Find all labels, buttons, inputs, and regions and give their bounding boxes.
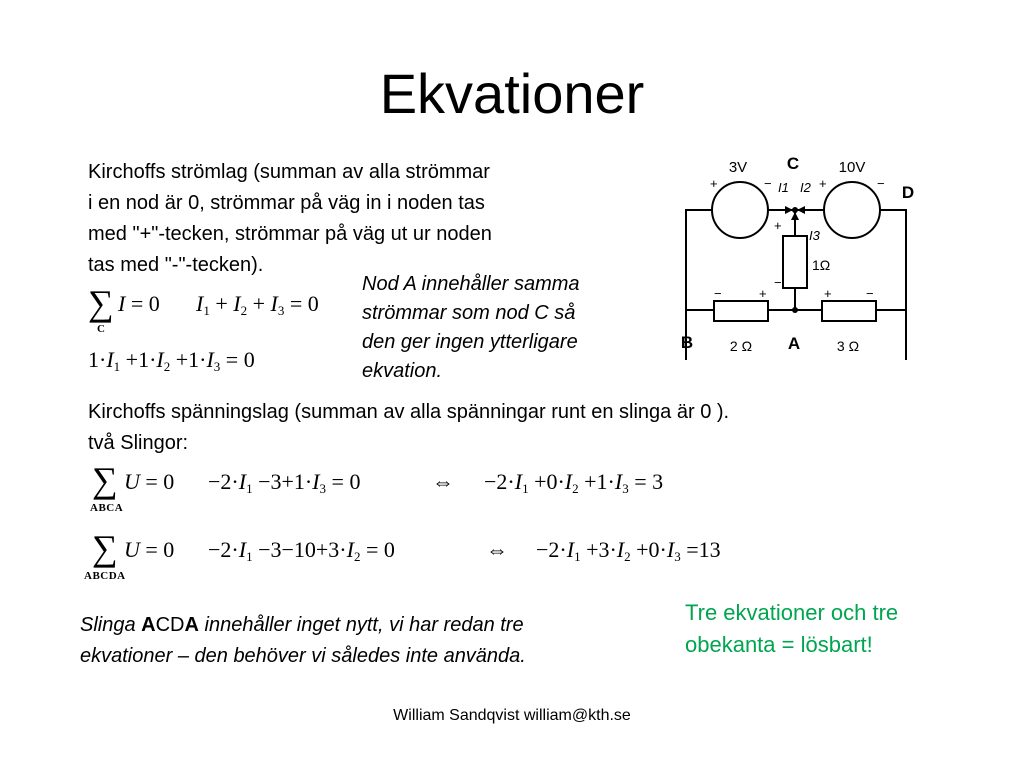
resistor-3ohm: [822, 301, 876, 321]
label-node-b: B: [680, 333, 694, 352]
source-3v-icon: [712, 182, 768, 238]
label-i2: I2: [800, 180, 811, 195]
kcl-eq-coefficients: $1\cdot I_1 +1\cdot I_2 +1\cdot I_3 = 0$: [88, 347, 255, 374]
node-note-line-3: den ger ingen ytterligare: [362, 331, 578, 353]
polarity-minus-10v: −: [877, 176, 885, 191]
node-a-note: [362, 270, 580, 386]
label-1ohm: 1Ω: [812, 257, 831, 273]
label-node-c: C: [786, 154, 800, 173]
arrow-i1-icon: [785, 206, 793, 214]
label-i1: I1: [778, 180, 789, 195]
resistor-1ohm: [783, 236, 807, 288]
acda-note: [80, 610, 526, 672]
kcl-line-2: i en nod är 0, strömmar på väg in i noden tas: [88, 192, 485, 214]
polarity-plus-10v: +: [819, 176, 827, 191]
loop2-equiv: ⇔: [486, 537, 508, 562]
conclusion-line-1: Tre ekvationer och tre: [685, 600, 899, 625]
label-node-a: A: [787, 334, 801, 353]
node-note-line-1: Nod A innehåller samma: [362, 273, 580, 295]
acda-note-line-2: ekvationer – den behöver vi således inte använda.: [80, 645, 526, 667]
kcl-paragraph: [88, 157, 492, 281]
polarity-plus-3v: +: [710, 176, 718, 191]
polarity-minus-3v: −: [764, 176, 772, 191]
polarity-plus-2ohm: +: [759, 286, 767, 301]
loop2-equation: [84, 528, 828, 586]
kvl-line-2: två Slingor:: [88, 432, 189, 454]
label-i3: I3: [809, 228, 820, 243]
loop1-sum: U = 0: [124, 469, 175, 494]
loop2-sum: U = 0: [124, 537, 175, 562]
source-10v-icon: [824, 182, 880, 238]
conclusion-line-2: obekanta = lösbart!: [685, 632, 873, 657]
kvl-paragraph: [88, 397, 729, 459]
kvl-line-1: Kirchoffs spänningslag (summan av alla spänningar runt en slinga är 0 ).: [88, 401, 730, 423]
sigma-symbol: ∑: [88, 283, 114, 323]
footer: William Sandqvist william@kth.se: [393, 707, 631, 724]
kcl-eq-currents: $I_1 + I_2 + I_3 = 0$: [196, 291, 319, 318]
polarity-plus-1ohm: +: [774, 218, 782, 233]
label-node-d: D: [901, 183, 915, 202]
resistor-2ohm: [714, 301, 768, 321]
conclusion: [685, 597, 898, 661]
kcl-eq-sum: I = 0: [118, 291, 160, 316]
label-10v: 10V: [838, 159, 866, 176]
label-2ohm: 2 Ω: [729, 338, 753, 354]
node-a-dot: [792, 307, 798, 313]
loop1-equation: [88, 462, 788, 518]
node-note-line-2: strömmar som nod C så: [362, 302, 576, 324]
arrow-i3-icon: [791, 212, 799, 220]
circuit-diagram: [676, 150, 926, 365]
kcl-line-1: Kirchoffs strömlag (summan av alla strömmar: [88, 161, 490, 183]
kcl-sum-equation: [88, 285, 358, 335]
sigma-symbol: ∑: [92, 460, 118, 500]
loop2-result: $-2\cdot I_1 +3\cdot I_2 +0\cdot I_3 =13$: [536, 537, 721, 564]
loop1-eq: $-2\cdot I_1 -3+1\cdot I_3 = 0$: [208, 469, 361, 496]
loop1-subscript: ABCA: [90, 502, 124, 514]
polarity-plus-3ohm: +: [824, 286, 832, 301]
loop2-eq: $-2\cdot I_1 -3-10+3\cdot I_2 = 0$: [208, 537, 395, 564]
node-note-line-4: ekvation.: [362, 360, 443, 382]
label-3v: 3V: [728, 159, 748, 176]
arrow-i2-icon: [797, 206, 805, 214]
loop1-equiv: ⇔: [432, 469, 454, 494]
label-3ohm: 3 Ω: [836, 338, 860, 354]
sigma-subscript: C: [97, 323, 106, 335]
polarity-minus-2ohm: −: [714, 286, 722, 301]
kcl-line-3: med "+"-tecken, strömmar på väg ut ur noden: [88, 223, 492, 245]
loop2-subscript: ABCDA: [84, 570, 126, 582]
kcl-line-4: tas med "-"-tecken).: [88, 254, 264, 276]
polarity-minus-1ohm: −: [774, 275, 782, 290]
polarity-minus-3ohm: −: [866, 286, 874, 301]
sigma-symbol: ∑: [92, 528, 118, 568]
slide-title: Ekvationer: [379, 62, 645, 125]
loop1-result: $-2\cdot I_1 +0\cdot I_2 +1\cdot I_3 = 3$: [484, 469, 664, 496]
acda-note-line-1: Slinga ACDA innehåller inget nytt, vi har redan tre: [80, 614, 524, 636]
